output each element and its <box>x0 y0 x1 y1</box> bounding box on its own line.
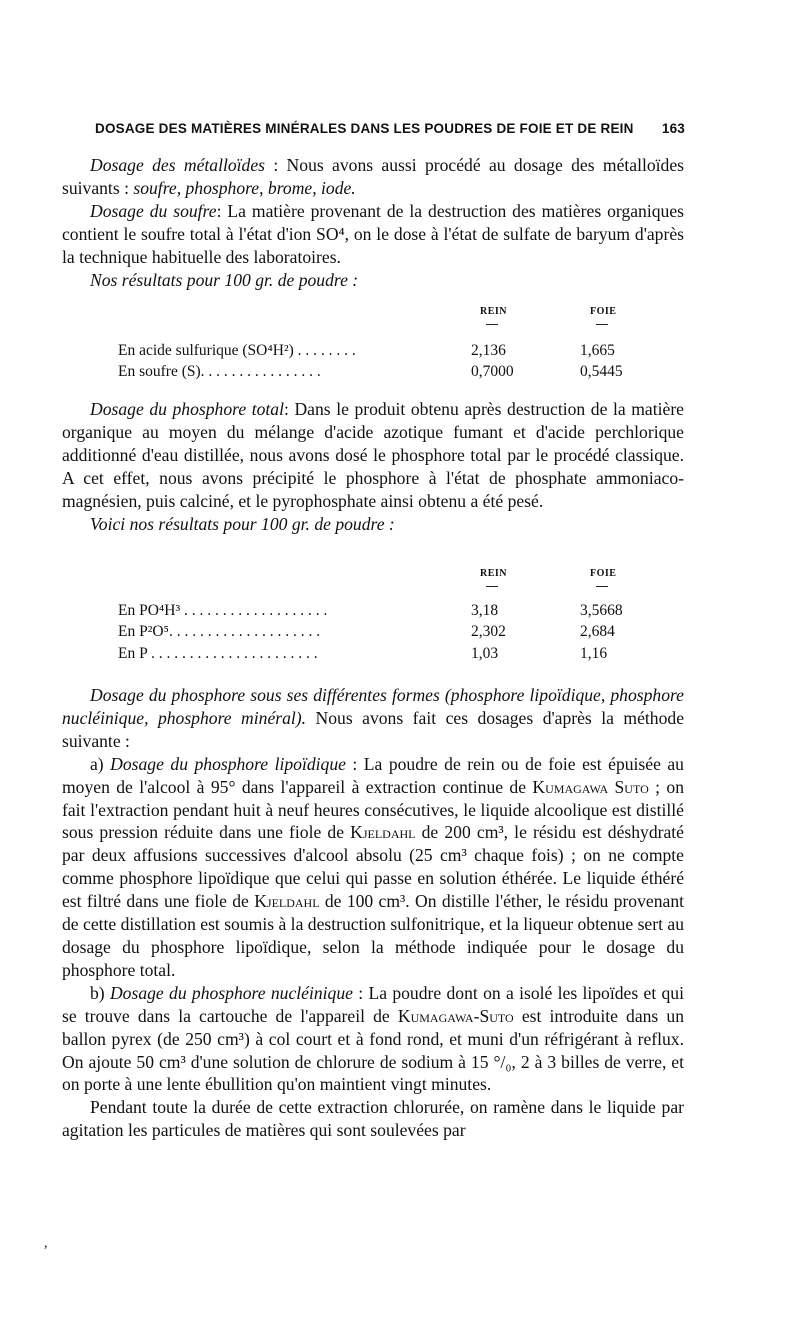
value-foie: 3,5668 <box>580 601 623 619</box>
value-foie: 2,684 <box>580 623 615 640</box>
item-marker: a) <box>90 753 111 774</box>
header-rule <box>596 586 608 587</box>
results-table-2 <box>118 568 658 666</box>
row-label: En acide sulfurique (SO⁴H²) . . . . . . . . <box>118 341 356 359</box>
column-header-foie: FOIE <box>590 306 617 317</box>
table-row <box>118 623 658 645</box>
section-title-phosphore-total: Dosage du phosphore total <box>90 399 284 419</box>
value-rein: 2,136 <box>471 341 506 359</box>
row-label: En P²O⁵. . . . . . . . . . . . . . . . . . . . <box>118 623 321 640</box>
paragraph-text: : La matière provenant de la destruction des matières organiques contient le soufre total à l'état d'ion SO⁴, on le dose à l'état de sulfate de baryum d'après la technique habituelle des laboratoires. <box>62 200 684 267</box>
value-rein: 1,03 <box>471 644 499 662</box>
column-header-rein: REIN <box>480 306 508 317</box>
page-number: 163 <box>661 121 685 136</box>
column-header-rein: REIN <box>480 568 508 579</box>
column-header-foie: FOIE <box>590 568 617 579</box>
row-label: En P . . . . . . . . . . . . . . . . . . . . . . <box>118 644 318 662</box>
table-row <box>118 342 658 364</box>
paragraph-text: : Nous avons aussi procédé au dosage des métalloïdes suivants : <box>62 155 684 198</box>
value-rein: 0,7000 <box>471 363 514 380</box>
running-header <box>95 121 685 136</box>
paragraph-formes-phosphore <box>62 684 684 753</box>
text-block-3 <box>62 684 684 1142</box>
author-name: Kumagawa Suto <box>532 776 649 797</box>
value-rein: 3,18 <box>471 601 499 619</box>
header-rule <box>486 324 498 325</box>
value-foie: 1,665 <box>580 341 615 359</box>
table-row <box>118 363 658 385</box>
running-title: DOSAGE DES MATIÈRES MINÉRALES DANS LES POUDRES DE FOIE ET DE REIN <box>95 121 634 136</box>
value-foie: 0,5445 <box>580 363 623 380</box>
header-rule <box>596 324 608 325</box>
table-row <box>118 645 658 667</box>
paragraph-text: de 200 cm³, le résidu est déshydraté par deux affusions successives d'alcool absolu (25 cm³ chaque fois) ; on ne compte comme phosphore lipoïdique que celui qui passe en solution éthérée. Le liquide éthéré est filtré dans une fiole de <box>62 822 684 912</box>
value-foie: 1,16 <box>580 644 608 662</box>
section-title-metalloides: Dosage des métalloïdes <box>90 155 265 175</box>
paragraph-extraction: Pendant toute la durée de cette extraction chlorurée, on ramène dans le liquide par agitation les particules de matières qui sont soulevées par <box>62 1097 684 1141</box>
paragraph-text: ; on fait l'extraction pendant huit à neuf heures consécutives, le liquide alcoolique est distillé sous pression réduite dans une fiole de <box>62 776 684 843</box>
row-label: En PO⁴H³ . . . . . . . . . . . . . . . . . . . <box>118 601 328 619</box>
paragraph-text: : Dans le produit obtenu après destruction de la matière organique au moyen du mélange d'acide azotique fumant et d'acide perchlorique additionné d'eau distillée, nous avons dosé le phosphore total par le procédé classique. A cet effet, nous avons précipité le phosphore à l'état de phosphate ammoniaco-magnésien, puis calciné, et le pyrophosphate ainsi obtenu a été pesé. <box>62 399 684 511</box>
item-marker: b) <box>90 982 110 1003</box>
paragraph-soufre <box>62 200 684 269</box>
paragraph-text: : La poudre de rein ou de foie est épuisée au moyen de l'alcool à 95° dans l'appareil à extraction continue de <box>62 753 684 797</box>
results-caption-1: Nos résultats pour 100 gr. de poudre : <box>90 269 359 290</box>
section-title-formes: Dosage du phosphore sous ses différentes formes (phosphore lipoïdique, phosphore nucléinique, phosphore minéral). <box>62 685 684 728</box>
author-name: Kjeldahl <box>254 891 320 912</box>
header-rule <box>486 586 498 587</box>
stray-mark: , <box>44 1236 48 1251</box>
table-row <box>118 602 658 624</box>
table-header <box>118 306 658 328</box>
section-title-lipoidique: Dosage du phosphore lipoïdique <box>110 753 346 774</box>
section-title-soufre: Dosage du soufre <box>90 200 217 221</box>
paragraph-lipoidique <box>62 753 684 982</box>
text-block-2 <box>62 398 684 535</box>
table-header <box>118 568 658 590</box>
paragraph-text: est introduite dans un ballon pyrex (de 250 cm³) à col court et à fond rond, et muni d'un réfrigérant à reflux. On ajoute 50 cm³ d'une solution de chlorure de sodium à 15 °/₀, 2 à 3 billes de verre, et on porte à une lente ébullition qu'on maintient vingt minutes. <box>62 1005 684 1095</box>
section-title-nucleinique: Dosage du phosphore nucléinique <box>109 982 353 1003</box>
row-label: En soufre (S). . . . . . . . . . . . . . . . <box>118 363 321 380</box>
paragraph-nucleinique <box>62 982 684 1097</box>
results-table-1 <box>118 306 658 385</box>
text-block-1 <box>62 154 684 291</box>
paragraph-text: Nous avons fait ces dosages d'après la méthode suivante : <box>62 707 685 751</box>
element-list: soufre, phosphore, brome, iode. <box>133 177 356 198</box>
author-name: Kjeldahl <box>350 822 416 843</box>
paragraph-text: de 100 cm³. On distille l'éther, le résidu provenant de cette distillation est soumis à la destruction sulfonitrique, et la liqueur obtenue sert au dosage du phosphore lipoïdique, selon la méthode indiquée pour le dosage du phosphore total. <box>62 891 684 980</box>
paragraph-metalloides <box>62 154 684 200</box>
paragraph-text: : La poudre dont on a isolé les lipoïdes et qui se trouve dans la cartouche de l'appareil de <box>62 982 684 1026</box>
results-caption-2: Voici nos résultats pour 100 gr. de poudre : <box>90 513 395 534</box>
paragraph-phosphore-total <box>62 398 684 513</box>
author-name: Kumagawa-Suto <box>397 1005 514 1026</box>
value-rein: 2,302 <box>471 623 506 640</box>
